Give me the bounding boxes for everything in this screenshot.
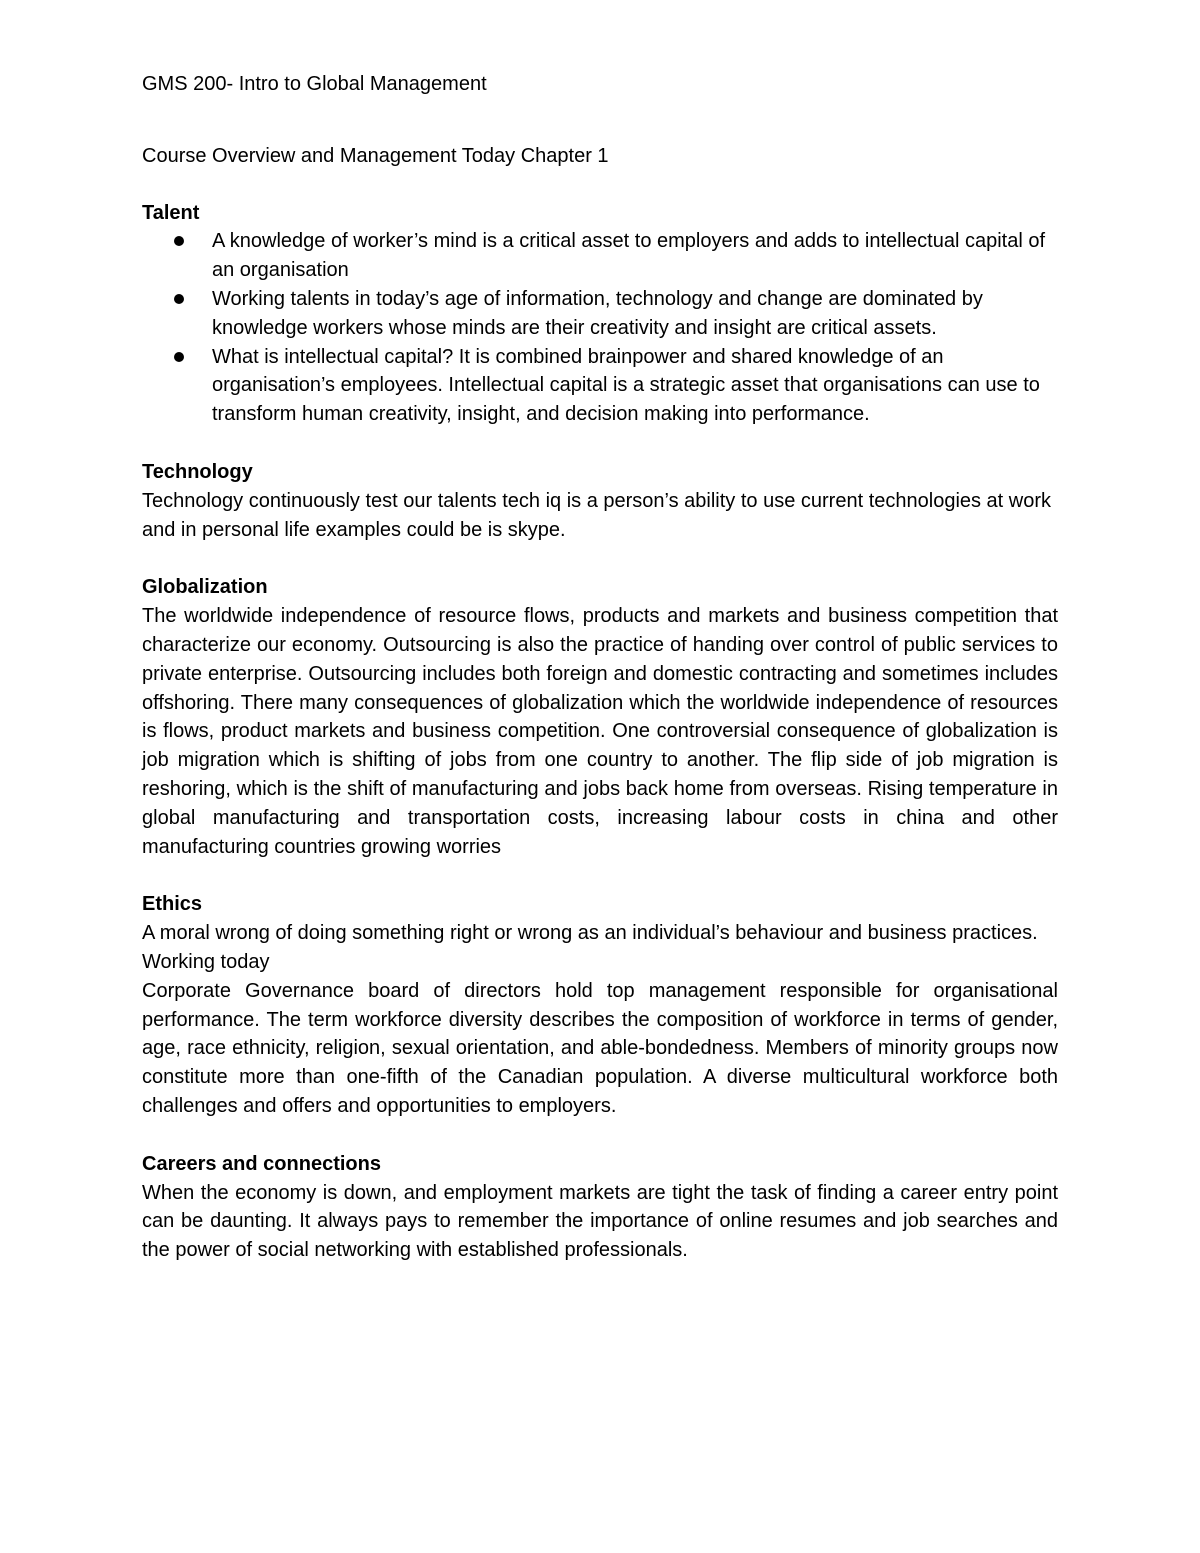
section-heading-talent: Talent <box>142 201 200 224</box>
section-careers <box>142 1150 1058 1265</box>
spacer <box>142 429 1058 458</box>
section-technology <box>142 458 1058 544</box>
list-item <box>142 343 1058 429</box>
spacer <box>142 99 1058 142</box>
section-talent <box>142 199 1058 429</box>
bullet-text: A knowledge of worker’s mind is a critical asset to employers and adds to intellectual capital of an organisation <box>212 230 1046 282</box>
bullet-text: What is intellectual capital? It is combined brainpower and shared knowledge of an organisation’s employees. Intellectual capital is a strategic asset that organisations can use to transform human creativity, insight, and decision making into performance. <box>212 345 1040 426</box>
section-heading-technology: Technology <box>142 460 253 483</box>
list-item <box>142 285 1058 343</box>
section-body-ethics: A moral wrong of doing something right or wrong as an individual’s behaviour and business practices. <box>142 922 1038 945</box>
section-subheading-working-today: Working today <box>142 950 270 973</box>
section-body-careers: When the economy is down, and employment markets are tight the task of finding a career entry point can be daunting. It always pays to remember the importance of online resumes and job searches and the power of social networking with established professionals. <box>142 1181 1058 1262</box>
bullet-icon <box>174 352 184 362</box>
spacer <box>142 1121 1058 1150</box>
bullet-icon <box>174 294 184 304</box>
chapter-title: Course Overview and Management Today Chapter 1 <box>142 144 609 167</box>
bullet-icon <box>174 236 184 246</box>
section-body-working-today: Corporate Governance board of directors hold top management responsible for organisational performance. The term workforce diversity describes the composition of workforce in terms of gender, age, race ethnicity, religion, sexual orientation, and able-bondedness. Members of minority groups now constitute more than one-fifth of the Canadian population. A diverse multicultural workforce both challenges and offers and opportunities to employers. <box>142 979 1058 1117</box>
section-ethics <box>142 890 1058 1120</box>
section-heading-careers: Careers and connections <box>142 1152 381 1175</box>
document-page <box>142 70 1058 1265</box>
talent-bullet-list <box>142 227 1058 429</box>
spacer <box>142 171 1058 199</box>
section-heading-ethics: Ethics <box>142 893 203 916</box>
spacer <box>142 861 1058 890</box>
spacer <box>142 544 1058 573</box>
section-globalization <box>142 573 1058 861</box>
section-body-globalization: The worldwide independence of resource flows, products and markets and business competition that characterize our economy. Outsourcing is also the practice of handing over control of public services to private enterprise. Outsourcing includes both foreign and domestic contracting and sometimes includes offshoring. There many consequences of globalization which the worldwide independence of resources is flows, product markets and business competition. One controversial consequence of globalization is job migration which is shifting of jobs from one country to another. The flip side of job migration is reshoring, which is the shift of manufacturing and jobs back home from overseas. Rising temperature in global manufacturing and transportation costs, increasing labour costs in china and other manufacturing countries growing worries <box>142 605 1058 858</box>
section-body-technology: Technology continuously test our talents tech iq is a person’s ability to use current technologies at work and in personal life examples could be is skype. <box>142 489 1052 541</box>
section-heading-globalization: Globalization <box>142 576 268 599</box>
bullet-text: Working talents in today’s age of information, technology and change are dominated by knowledge workers whose minds are their creativity and insight are critical assets. <box>212 287 983 339</box>
course-title: GMS 200- Intro to Global Management <box>142 73 487 95</box>
list-item <box>142 227 1058 285</box>
